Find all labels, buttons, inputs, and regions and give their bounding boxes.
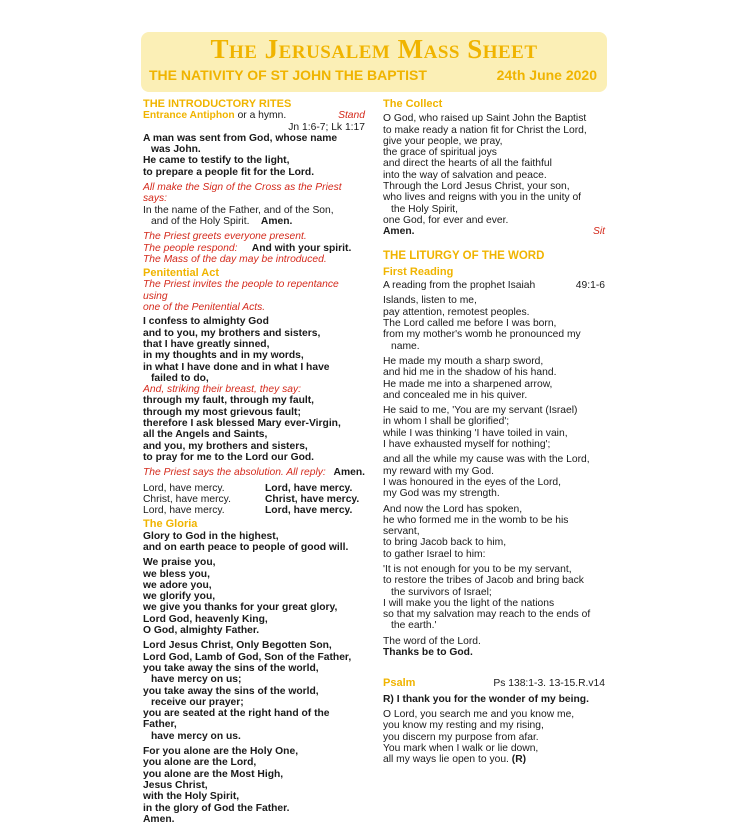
text-line: you are seated at the right hand of the Father, — [143, 708, 330, 731]
response-marker: (R) — [511, 754, 527, 766]
psalm-stanza-1 — [383, 709, 605, 765]
text-line: and to you, my brothers and sisters, — [143, 327, 321, 339]
text-line: and direct the hearts of all the faithful — [383, 158, 552, 170]
collect-text — [383, 113, 605, 226]
text-line: receive our prayer; — [151, 696, 244, 708]
text-line: I was honoured in the eyes of the Lord, — [383, 476, 562, 488]
confiteor-part-1 — [143, 316, 365, 384]
text-line: and on earth peace to people of good will. — [143, 541, 349, 553]
reading-intro: A reading from the prophet Isaiah — [383, 280, 536, 292]
sit-rubric: Sit — [592, 226, 605, 238]
kyrie-call: Lord, have mercy. — [143, 505, 225, 517]
text-line: and concealed me in his quiver. — [383, 389, 528, 401]
kyrie-response: Christ, have mercy. — [265, 493, 360, 505]
kyrie-call: Lord, have mercy. — [143, 482, 225, 494]
text-line: I will make you the light of the nations — [383, 597, 555, 609]
kyrie-call: Christ, have mercy. — [143, 493, 231, 505]
absolution-line — [143, 467, 365, 478]
text-line: The Priest invites the people to repentance using — [143, 279, 339, 302]
reading-stanza-6 — [383, 564, 605, 632]
text-span: all my ways lie open to you. — [383, 754, 509, 766]
text-line: you alone are the Most High, — [143, 768, 284, 780]
text-line: we bless you, — [143, 568, 210, 580]
text-line: we glorify you, — [143, 591, 216, 603]
text-line: while I was thinking 'I have toiled in vain, — [383, 427, 568, 439]
text-line: Through the Lord Jesus Christ, your son, — [383, 181, 570, 193]
text-line: my reward with my God. — [383, 465, 495, 477]
text-line: therefore I ask blessed Mary ever-Virgin, — [143, 418, 341, 430]
absolution-amen: Amen. — [333, 467, 365, 479]
entrance-reference: Jn 1:6-7; Lk 1:17 — [288, 121, 365, 133]
header-banner — [141, 32, 607, 92]
text-line: all the Angels and Saints, — [143, 429, 268, 441]
text-line: in my thoughts and in my words, — [143, 350, 304, 362]
text-line: he who formed me in the womb to be his servant, — [383, 514, 569, 538]
striking-rubric: And, striking their breast, they say: — [143, 384, 301, 396]
text-line: 'It is not enough for you to be my servant, — [383, 563, 572, 575]
text-line: and hid me in the shadow of his hand. — [383, 367, 557, 379]
collect-heading: The Collect — [383, 98, 443, 110]
text-line: the earth.' — [391, 620, 437, 632]
absolution-rubric: The Priest says the absolution. All reply: — [143, 467, 326, 479]
text-line: He said to me, 'You are my servant (Israel) — [383, 405, 578, 417]
text-line: name. — [391, 340, 420, 352]
text-line: In the name of the Father, and of the Son, — [143, 204, 334, 216]
reading-stanza-3 — [383, 405, 605, 450]
introductory-rites-heading: THE INTRODUCTORY RITES — [143, 98, 292, 110]
reading-intro-line — [383, 280, 605, 291]
entrance-antiphon-label: Entrance Antiphon — [143, 110, 235, 122]
reading-stanza-1 — [383, 295, 605, 351]
collect-amen-line — [383, 226, 605, 237]
text-line: you know my resting and my rising, — [383, 720, 544, 732]
antiphon-text — [143, 133, 365, 178]
text-line: and all the while my cause was with the Lord, — [383, 454, 590, 466]
entrance-antiphon-suffix: or a hymn. — [234, 110, 287, 122]
text-line: into the way of salvation and peace. — [383, 169, 547, 181]
text-line: the Holy Spirit, — [391, 203, 458, 215]
text-line: so that my salvation may reach to the ends of — [383, 609, 591, 621]
text-line — [143, 216, 365, 227]
text-line: with the Holy Spirit, — [143, 791, 240, 803]
text-line: you take away the sins of the world, — [143, 662, 319, 674]
text-line: one of the Penitential Acts. — [143, 302, 266, 314]
reading-reference: 49:1-6 — [575, 280, 605, 292]
feast-title: THE NATIVITY OF ST JOHN THE BAPTIST — [149, 67, 427, 83]
respond-line — [143, 243, 365, 254]
text-line: He made me into a sharpened arrow, — [383, 378, 553, 390]
text-line: have mercy on us. — [151, 730, 241, 742]
text-line: to restore the tribes of Jacob and bring back — [383, 575, 584, 587]
text-line: through my most grievous fault; — [143, 406, 301, 418]
gloria-stanza-4 — [143, 746, 365, 825]
text-line: I confess to almighty God — [143, 316, 269, 328]
collect-amen: Amen. — [383, 226, 415, 238]
greeting-rubric: The Priest greets everyone present. — [143, 231, 307, 243]
reading-stanza-4 — [383, 454, 605, 499]
first-reading-heading: First Reading — [383, 265, 454, 278]
text-span: and of the Holy Spirit. — [151, 215, 250, 227]
respond-text: And with your spirit. — [251, 242, 352, 254]
entrance-antiphon-line — [143, 110, 365, 121]
penitential-rubric — [143, 279, 365, 313]
text-line: you discern my purpose from afar. — [383, 731, 539, 743]
text-line: in whom I shall be glorified'; — [383, 416, 510, 428]
text-line: Amen. — [143, 813, 175, 825]
text-line: We praise you, — [143, 557, 216, 569]
gloria-stanza-2 — [143, 557, 365, 636]
psalm-response: R) I thank you for the wonder of my being. — [383, 693, 589, 705]
text-line: give your people, we pray, — [383, 135, 503, 147]
kyrie-table — [143, 483, 365, 517]
page-title: The Jerusalem Mass Sheet — [210, 34, 538, 64]
text-line: the grace of spiritual joys — [383, 147, 497, 159]
psalm-reference: Ps 138:1-3. 13-15.R.v14 — [493, 678, 605, 690]
text-line: Lord God, heavenly King, — [143, 613, 268, 625]
sign-of-cross-rubric: All make the Sign of the Cross as the Priest says: — [143, 182, 342, 205]
text-line: For you alone are the Holy One, — [143, 746, 299, 758]
text-line: The Lord called me before I was born, — [383, 318, 557, 330]
stand-rubric: Stand — [338, 110, 365, 122]
liturgy-of-word-heading: THE LITURGY OF THE WORD — [383, 249, 545, 262]
text-line: in what I have done and in what I have — [143, 361, 330, 373]
reading-stanza-2 — [383, 356, 605, 401]
text-line: You mark when I walk or lie down, — [383, 742, 539, 754]
text-line: He came to testify to the light, — [143, 155, 290, 167]
text-line: we adore you, — [143, 579, 212, 591]
text-line: have mercy on us; — [151, 674, 242, 686]
text-line: from my mother's womb he pronounced my — [383, 329, 581, 341]
psalm-heading-line — [383, 678, 605, 689]
text-line: through my fault, through my fault, — [143, 395, 315, 407]
text-line: who lives and reigns with you in the unity of — [383, 192, 582, 204]
left-column — [143, 96, 365, 825]
text-line: He made my mouth a sharp sword, — [383, 355, 544, 367]
text-line: to prepare a people fit for the Lord. — [143, 166, 315, 178]
gloria-stanza-3 — [143, 640, 365, 742]
text-line: one God, for ever and ever. — [383, 214, 509, 226]
text-line: that I have greatly sinned, — [143, 338, 270, 350]
text-line: O God, who raised up Saint John the Baptist — [383, 113, 587, 125]
confiteor-part-2 — [143, 395, 365, 463]
text-line: O Lord, you search me and you know me, — [383, 708, 575, 720]
text-line: to make ready a nation fit for Christ the Lord, — [383, 124, 587, 136]
kyrie-response: Lord, have mercy. — [265, 482, 353, 494]
word-of-lord: The word of the Lord. — [383, 635, 481, 647]
respond-rubric: The people respond: — [143, 242, 238, 254]
kyrie-response: Lord, have mercy. — [265, 505, 353, 517]
text-line: A man was sent from God, whose name — [143, 132, 338, 144]
reading-stanza-5 — [383, 504, 605, 560]
text-line: and you, my brothers and sisters, — [143, 440, 308, 452]
text-line: failed to do, — [151, 372, 209, 384]
feast-date: 24th June 2020 — [496, 67, 597, 83]
text-line: Jesus Christ, — [143, 779, 208, 791]
text-line: my God was my strength. — [383, 488, 500, 500]
text-line: in the glory of God the Father. — [143, 802, 290, 814]
psalm-heading: Psalm — [383, 677, 416, 690]
text-line: I have exhausted myself for nothing'; — [383, 439, 551, 451]
text-line: And now the Lord has spoken, — [383, 503, 523, 515]
text-line: the survivors of Israel; — [391, 586, 492, 598]
text-line: Lord God, Lamb of God, Son of the Father, — [143, 651, 352, 663]
amen-response: Amen. — [260, 215, 293, 227]
text-line: was John. — [151, 144, 201, 156]
right-column — [383, 96, 605, 765]
text-line: Islands, listen to me, — [383, 295, 477, 307]
thanks-response: Thanks be to God. — [383, 647, 473, 659]
text-line: Lord Jesus Christ, Only Begotten Son, — [143, 640, 332, 652]
text-line: you alone are the Lord, — [143, 757, 257, 769]
text-line: O God, almighty Father. — [143, 625, 260, 637]
text-line: you take away the sins of the world, — [143, 685, 319, 697]
text-line: to bring Jacob back to him, — [383, 537, 507, 549]
text-line: pay attention, remotest peoples. — [383, 306, 530, 318]
gloria-stanza-1 — [143, 531, 365, 554]
text-line: we give you thanks for your great glory, — [143, 602, 338, 614]
gloria-heading: The Gloria — [143, 518, 198, 531]
introduction-rubric: The Mass of the day may be introduced. — [143, 253, 327, 265]
penitential-act-heading: Penitential Act — [143, 267, 219, 280]
text-line: to gather Israel to him: — [383, 548, 486, 560]
text-line — [383, 754, 605, 765]
text-line: to pray for me to the Lord our God. — [143, 451, 315, 463]
text-line: Glory to God in the highest, — [143, 530, 279, 542]
